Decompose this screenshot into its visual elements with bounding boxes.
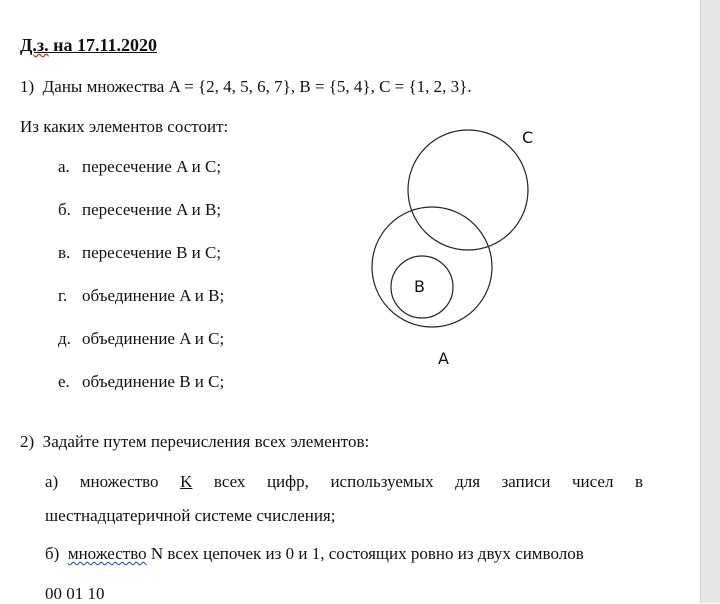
task2-number: 2)	[20, 432, 35, 451]
list-marker: е.	[58, 372, 70, 391]
venn-label-a: A	[438, 349, 449, 368]
task2-b-text: N всех цепочек из 0 и 1, состоящих ровно из двух символов	[146, 544, 584, 563]
list-marker: а.	[58, 157, 70, 176]
page-gutter	[700, 0, 720, 603]
venn-label-c: C	[522, 128, 534, 147]
word: множество	[79, 472, 159, 491]
list-text: объединение A и B;	[82, 286, 225, 305]
task1-number: 1)	[20, 77, 35, 96]
word: всех	[213, 472, 246, 491]
word: записи	[501, 472, 551, 491]
venn-circle-c	[408, 130, 528, 250]
task2-a-line1	[45, 472, 643, 492]
list-marker: д.	[58, 329, 71, 348]
list-marker: г.	[58, 286, 68, 305]
task2-line	[20, 432, 369, 452]
word: а)	[45, 472, 59, 491]
title-date: на 17.11.2020	[48, 35, 158, 55]
venn-circle-a	[372, 207, 492, 327]
list-marker: б.	[58, 200, 71, 219]
word: цифр,	[266, 472, 309, 491]
word: используемых	[330, 472, 434, 491]
venn-label-b: B	[414, 277, 425, 296]
task2-b-marker: б)	[45, 544, 60, 563]
word: чисел	[572, 472, 614, 491]
word: в	[634, 472, 643, 491]
task2-answer: 00 01 10	[45, 584, 105, 603]
list-marker: в.	[58, 243, 71, 262]
task2-a-line2: шестнадцатеричной системе счисления;	[45, 506, 336, 525]
title-prefix: Д.з.	[20, 35, 49, 55]
task2-statement: Задайте путем перечисления всех элементов:	[42, 432, 370, 451]
grammar-flagged-word: множество	[67, 544, 147, 563]
list-text: пересечение A и B;	[82, 200, 222, 219]
list-text: пересечение A и C;	[82, 157, 222, 176]
list-text: пересечение B и C;	[82, 243, 222, 262]
word: для	[455, 472, 481, 491]
task1-statement: Даны множества A = {2, 4, 5, 6, 7}, B = {5, 4}, C = {1, 2, 3}.	[42, 77, 472, 96]
list-text: объединение A и C;	[82, 329, 225, 348]
set-k-symbol: K	[180, 472, 193, 491]
task2-b-line	[45, 544, 584, 564]
task1-question: Из каких элементов состоит:	[20, 117, 229, 136]
list-text: объединение B и C;	[82, 372, 225, 391]
